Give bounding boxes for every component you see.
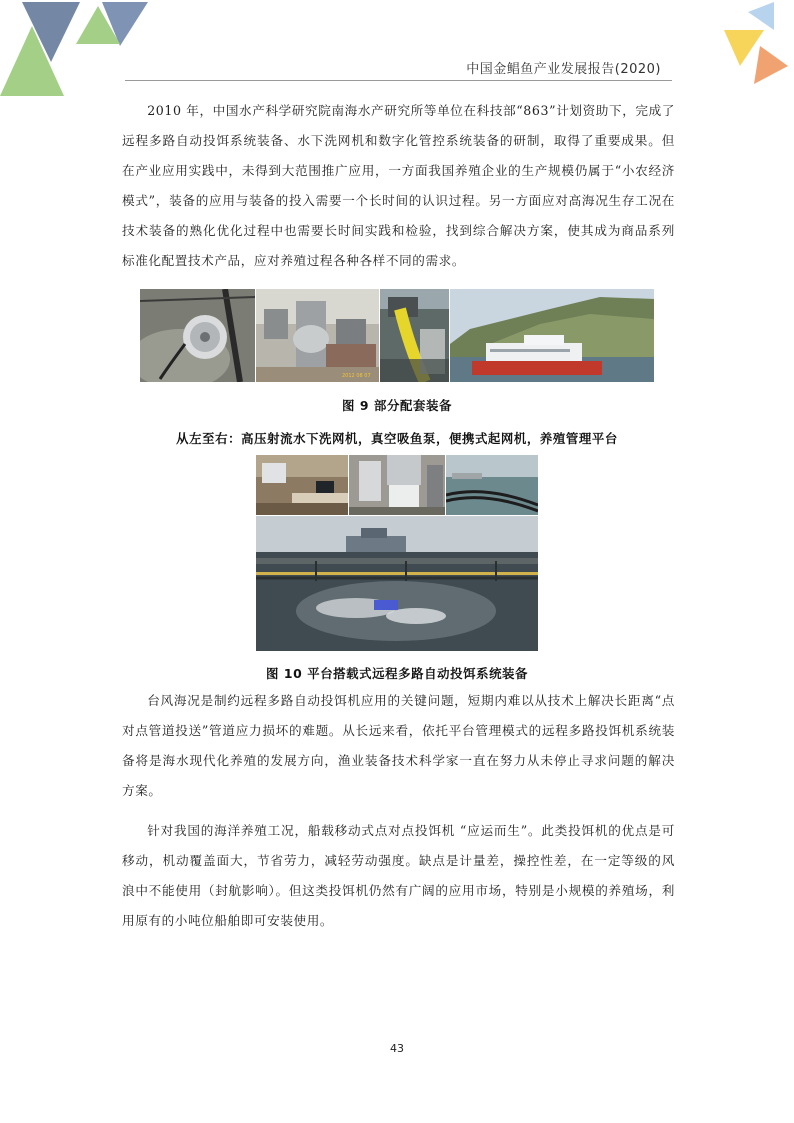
figure9-subtitle: 从左至右：高压射流水下洗网机，真空吸鱼泵，便携式起网机，养殖管理平台 [176,431,618,446]
paragraph-typhoon: 台风海况是制约远程多路自动投饵机应用的关键问题，短期内难以从技术上解决长距离“点对点管道投送”管道应力损坏的难题。从长远来看，依托平台管理模式的远程多路投饵机系统装备将是海水现代化养殖的发展方向，渔业装备技术科学家一直在努力从未停止寻求问题的解决方案。 [122,693,675,798]
photo-aquaculture-management-platform [450,289,654,382]
photo-portable-net-hauler [380,289,449,382]
header-title: 中国金鲳鱼产业发展报告(2020) [466,62,661,77]
photo-platform-cage-feeding [256,516,538,651]
deco-triangle-orange [754,46,788,84]
photo-feeding-pipelines [446,455,538,515]
header-rule [125,80,672,81]
figure10-title: 图 10 平台搭载式远程多路自动投饵系统装备 [265,666,529,681]
page-number: 43 [390,1042,404,1055]
photo-control-room [256,455,348,515]
decorative-triangles-right [694,0,794,90]
photo-date-stamp: 2012 08 07 [342,373,371,379]
paragraph-boat-feeder: 针对我国的海洋养殖工况，船载移动式点对点投饵机 “应运而生”。此类投饵机的优点是可移动，机动覆盖面大，节省劳力，减轻劳动强度。缺点是计量差，操控性差，在一定等级的风浪中不能使用（封航影响）。但这类投饵机仍然有广阔的应用市场，特别是小规模的养殖场，利用原有的小吨位船舶即可安装使用。 [122,823,675,928]
deco-triangle-lightblue [748,2,774,30]
photo-underwater-net-washer [140,289,255,382]
figure9-title: 图 9 部分配套装备 [342,398,452,413]
decorative-triangles-left [0,0,160,100]
photo-feeding-machine-unit [349,455,445,515]
paragraph-intro: 2010 年，中国水产科学研究院南海水产研究所等单位在科技部“863”计划资助下，完成了远程多路自动投饵系统装备、水下洗网机和数字化管控系统装备的研制，取得了重要成果。但在产业应用实践中，未得到大范围推广应用，一方面我国养殖企业的生产规模仍属于“小农经济模式”，装备的应用与装备的投入需要一个长时间的认识过程。另一方面应对高海况生存工况在技术装备的熟化优化过程中也需要长时间实践和检验，找到综合解决方案，使其成为商品系列标准化配置技术产品，应对养殖过程各种各样不同的需求。 [122,103,675,268]
photo-vacuum-fish-pump [256,289,379,382]
